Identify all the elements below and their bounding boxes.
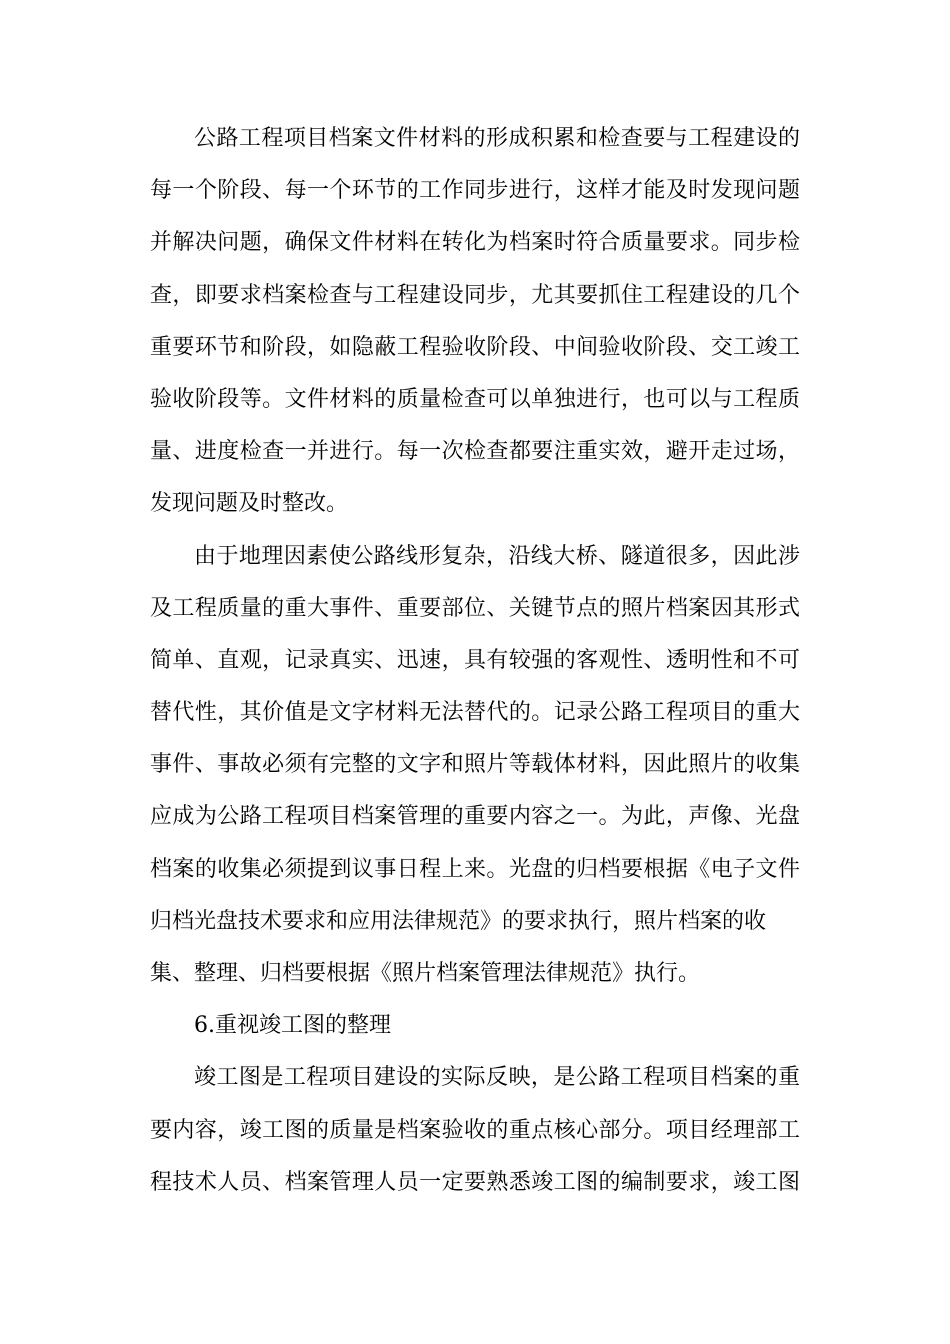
text-line: 由于地理因素使公路线形复杂，沿线大桥、隧道很多，因此涉 bbox=[194, 543, 800, 569]
heading-completion-drawings: 6.重视竣工图的整理 bbox=[194, 1013, 391, 1039]
text-line: 每一个阶段、每一个环节的工作同步进行，这样才能及时发现问题 bbox=[150, 178, 800, 204]
text-line: 重要环节和阶段，如隐蔽工程验收阶段、中间验收阶段、交工竣工 bbox=[150, 334, 800, 360]
text-line: 简单、直观，记录真实、迅速，具有较强的客观性、透明性和不可 bbox=[150, 647, 800, 673]
text-line: 要内容，竣工图的质量是档案验收的重点核心部分。项目经理部工 bbox=[150, 1117, 800, 1143]
text-line: 应成为公路工程项目档案管理的重要内容之一。为此，声像、光盘 bbox=[150, 804, 800, 830]
text-line: 程技术人员、档案管理人员一定要熟悉竣工图的编制要求，竣工图 bbox=[150, 1169, 800, 1195]
section-heading bbox=[150, 1000, 800, 1052]
text-line: 及工程质量的重大事件、重要部位、关键节点的照片档案因其形式 bbox=[150, 595, 800, 621]
text-line: 发现问题及时整改。 bbox=[150, 491, 349, 517]
text-line: 归档光盘技术要求和应用法律规范》的要求执行，照片档案的收 bbox=[150, 908, 767, 934]
text-line: 档案的收集必须提到议事日程上来。光盘的归档要根据《电子文件 bbox=[150, 856, 800, 882]
text-line: 公路工程项目档案文件材料的形成积累和检查要与工程建设的 bbox=[194, 126, 800, 151]
paragraph-completion-drawings bbox=[150, 1052, 800, 1209]
document-body bbox=[150, 113, 800, 1209]
text-line: 替代性，其价值是文字材料无法替代的。记录公路工程项目的重大 bbox=[150, 700, 800, 726]
text-line: 集、整理、归档要根据《照片档案管理法律规范》执行。 bbox=[150, 961, 701, 986]
text-line: 量、进度检查一并进行。每一次检查都要注重实效，避开走过场， bbox=[150, 439, 800, 465]
paragraph-archive-inspection bbox=[150, 113, 800, 531]
text-line: 查，即要求档案检查与工程建设同步，尤其要抓住工程建设的几个 bbox=[150, 282, 800, 308]
paragraph-photo-archives bbox=[150, 531, 800, 1001]
text-line: 并解决问题，确保文件材料在转化为档案时符合质量要求。同步检 bbox=[150, 230, 800, 256]
text-line: 验收阶段等。文件材料的质量检查可以单独进行，也可以与工程质 bbox=[150, 386, 800, 412]
text-line: 事件、事故必须有完整的文字和照片等载体材料，因此照片的收集 bbox=[150, 752, 800, 778]
text-line: 竣工图是工程项目建设的实际反映，是公路工程项目档案的重 bbox=[194, 1065, 800, 1091]
